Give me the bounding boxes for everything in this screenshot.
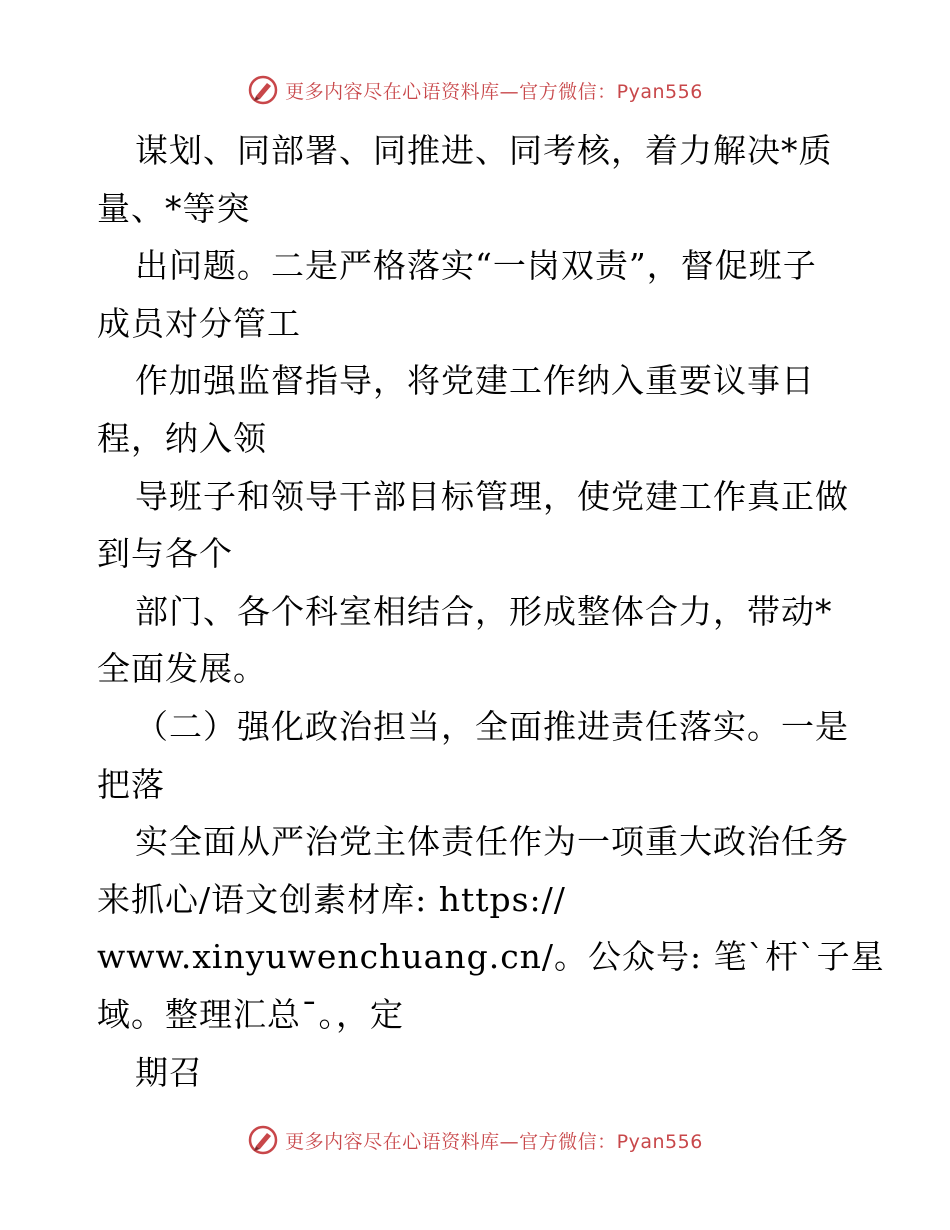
text-line: 谋划、同部署、同推进、同考核，着力解决*质 [135, 131, 833, 170]
wechat-id: Pyan556 [616, 80, 703, 103]
watermark-text: 更多内容尽在心语资料库—官方微信：Pyan556 [285, 80, 703, 103]
document-body [97, 122, 885, 1101]
text-line: 导班子和领导干部目标管理，使党建工作真正做 [135, 476, 849, 516]
text-line: 把落 [97, 764, 165, 804]
text-line: （二）强化政治担当，全面推进责任落实。一是 [135, 706, 849, 746]
footer-watermark [0, 1120, 950, 1160]
pen-seal-logo-icon [247, 1124, 279, 1156]
text-line: 实全面从严治党主体责任作为一项重大政治任务 [135, 822, 849, 862]
text-line: 成员对分管工 [97, 303, 301, 343]
text-line: 来抓心/语文创素材库: https:// [97, 879, 566, 919]
text-line: 期召 [135, 1052, 203, 1092]
watermark-text: 更多内容尽在心语资料库—官方微信：Pyan556 [285, 1130, 703, 1153]
text-line: 全面发展。 [97, 649, 267, 689]
text-line: 程，纳入领 [97, 418, 267, 458]
text-line: 出问题。二是严格落实“一岗双责”，督促班子 [135, 246, 817, 286]
text-line: www.xinyuwenchuang.cn/。公众号: 笔`杆`子星 [97, 937, 885, 977]
pen-seal-logo-icon [247, 74, 279, 106]
text-line: 量、*等突 [97, 188, 251, 228]
header-watermark [0, 70, 950, 110]
text-line: 域。整理汇总¯。，定 [97, 994, 404, 1034]
text-line: 到与各个 [97, 534, 233, 574]
wechat-id: Pyan556 [616, 1130, 703, 1153]
text-line: 作加强监督指导，将党建工作纳入重要议事日 [135, 361, 815, 401]
text-line: 部门、各个科室相结合，形成整体合力，带动* [135, 591, 833, 631]
